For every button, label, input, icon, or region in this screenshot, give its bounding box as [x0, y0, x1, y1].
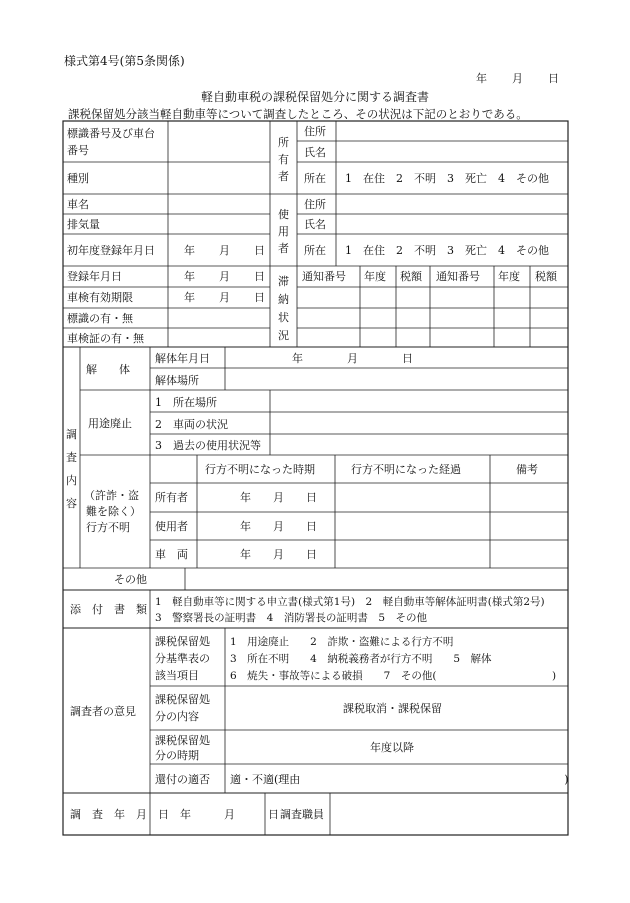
missing-row-owner: 所有者 — [155, 491, 188, 504]
intro-text: 課税保留処分該当軽自動車等について調査したところ、その状況は下記のとおりである。 — [68, 107, 528, 121]
user-location-label: 所在 — [304, 244, 326, 257]
missing-header-remarks: 備考 — [516, 463, 538, 476]
attachments-label: 添 付 書 類 — [70, 603, 147, 616]
investigation-label-char-3: 内 — [66, 474, 77, 487]
dismantle-label: 解 体 — [86, 363, 130, 376]
missing-row-user: 使用者 — [155, 520, 188, 533]
abolition-item-3: 3 過去の使用状況等 — [155, 439, 261, 452]
other-label: その他 — [114, 573, 147, 586]
user-label-char-3: 者 — [278, 242, 289, 255]
dismantle-date-label: 解体年月日 — [155, 352, 210, 365]
owner-label-char-2: 有 — [278, 153, 289, 166]
attachments-line-1: 1 軽自動車等に関する申立書(様式第1号) 2 軽自動車等解体証明書(様式第2号) — [155, 596, 545, 608]
owner-name-label: 氏名 — [304, 146, 326, 159]
certificate-presence-label: 車検証の有・無 — [67, 332, 144, 345]
inspection-day: 日 — [254, 291, 265, 304]
user-label-char-1: 使 — [278, 208, 289, 221]
dismantle-date-value: 年 月 日 — [292, 352, 413, 365]
arrears-header-notice-1: 通知番号 — [302, 270, 346, 283]
owner-address-label: 住所 — [304, 125, 326, 138]
investigation-label-char-2: 査 — [66, 451, 77, 464]
basis-label-2: 分基準表の — [155, 652, 210, 665]
first-reg-day: 日 — [254, 244, 265, 257]
arrears-header-amount-2: 税額 — [535, 270, 557, 283]
arrears-label-char-3: 状 — [278, 311, 289, 324]
owner-status-options: 1 在住 2 不明 3 死亡 4 その他 — [345, 172, 549, 185]
basis-line-2: 3 所在不明 4 納税義務者が行方不明 5 解体 — [230, 653, 492, 665]
reg-day: 日 — [254, 270, 265, 283]
arrears-header-notice-2: 通知番号 — [436, 270, 480, 283]
abolition-item-1: 1 所在場所 — [155, 396, 217, 409]
reg-year: 年 — [184, 270, 195, 283]
basis-line-1: 1 用途廃止 2 詐欺・盗難による行方不明 — [230, 636, 454, 648]
user-status-options: 1 在住 2 不明 3 死亡 4 その他 — [345, 244, 549, 257]
inspection-expiry-label: 車検有効期限 — [67, 291, 133, 304]
arrears-label-char-2: 納 — [278, 293, 289, 306]
basis-line-3: 6 焼失・事故等による破損 7 その他( ) — [230, 670, 557, 682]
document-title: 軽自動車税の課税保留処分に関する調査書 — [200, 90, 429, 104]
owner-location-label: 所在 — [304, 172, 326, 185]
basis-label-1: 課税保留処 — [155, 635, 210, 648]
content-label-1: 課税保留処 — [155, 693, 210, 706]
document-date: 年 月 日 — [476, 72, 560, 85]
inspection-month: 月 — [219, 291, 230, 304]
vehicle-name-label: 車名 — [67, 198, 89, 211]
opinion-label: 調査者の意見 — [70, 705, 136, 718]
owner-label-char-3: 者 — [278, 170, 289, 183]
missing-label-1: （許詐・盗 — [84, 489, 139, 502]
missing-user-date: 年 月 日 — [240, 520, 317, 533]
abolition-item-2: 2 車両の状況 — [155, 418, 228, 431]
inspection-year: 年 — [184, 291, 195, 304]
user-address-label: 住所 — [304, 198, 326, 211]
refund-label: 還付の適否 — [155, 773, 210, 786]
abolition-label: 用途廃止 — [88, 417, 132, 430]
basis-label-3: 該当項目 — [155, 669, 199, 682]
arrears-label-char-4: 況 — [278, 329, 289, 342]
missing-label-3: 行方不明 — [86, 521, 130, 534]
reg-month: 月 — [219, 270, 230, 283]
user-name-label: 氏名 — [304, 218, 326, 231]
arrears-header-year-2: 年度 — [498, 270, 520, 283]
missing-owner-date: 年 月 日 — [240, 491, 317, 504]
survey-date-label: 調 査 年 月 日 — [70, 808, 169, 821]
missing-label-2: 難を除く） — [86, 505, 141, 518]
vehicle-type-label: 種別 — [67, 172, 89, 185]
registration-date-label: 登録年月日 — [67, 270, 122, 283]
displacement-label: 排気量 — [67, 218, 100, 231]
plate-number-label-2: 番号 — [67, 144, 89, 157]
arrears-header-amount-1: 税額 — [400, 270, 422, 283]
survey-date-value: 年 月 日 — [180, 808, 279, 821]
arrears-header-year-1: 年度 — [364, 270, 386, 283]
plate-number-label: 標識番号及び車台 — [67, 127, 155, 140]
owner-label-char-1: 所 — [278, 136, 289, 149]
content-value: 課税取消・課税保留 — [343, 702, 442, 715]
missing-vehicle-date: 年 月 日 — [240, 548, 317, 561]
plate-presence-label: 標識の有・無 — [67, 312, 133, 325]
missing-header-progress: 行方不明になった経過 — [351, 463, 461, 476]
period-label-1: 課税保留処 — [155, 734, 210, 747]
missing-header-time: 行方不明になった時期 — [205, 463, 315, 476]
period-label-2: 分の時期 — [155, 749, 199, 762]
arrears-label-char-1: 滞 — [278, 275, 289, 288]
investigation-label-char-4: 容 — [66, 497, 77, 510]
refund-value: 適・不適(理由 ) — [230, 773, 569, 786]
first-registration-label: 初年度登録年月日 — [67, 244, 155, 257]
period-value: 年度以降 — [370, 741, 414, 754]
survey-staff-label: 調査職員 — [280, 808, 324, 821]
attachments-line-2: 3 警察署長の証明書 4 消防署長の証明書 5 その他 — [155, 612, 428, 624]
dismantle-place-label: 解体場所 — [155, 374, 199, 387]
missing-row-vehicle: 車 両 — [155, 548, 188, 561]
content-label-2: 分の内容 — [155, 710, 199, 723]
first-reg-year: 年 — [184, 244, 195, 257]
investigation-label-char-1: 調 — [66, 428, 77, 441]
first-reg-month: 月 — [219, 244, 230, 257]
user-label-char-2: 用 — [278, 225, 289, 238]
form-number: 様式第4号(第5条関係) — [64, 54, 185, 68]
